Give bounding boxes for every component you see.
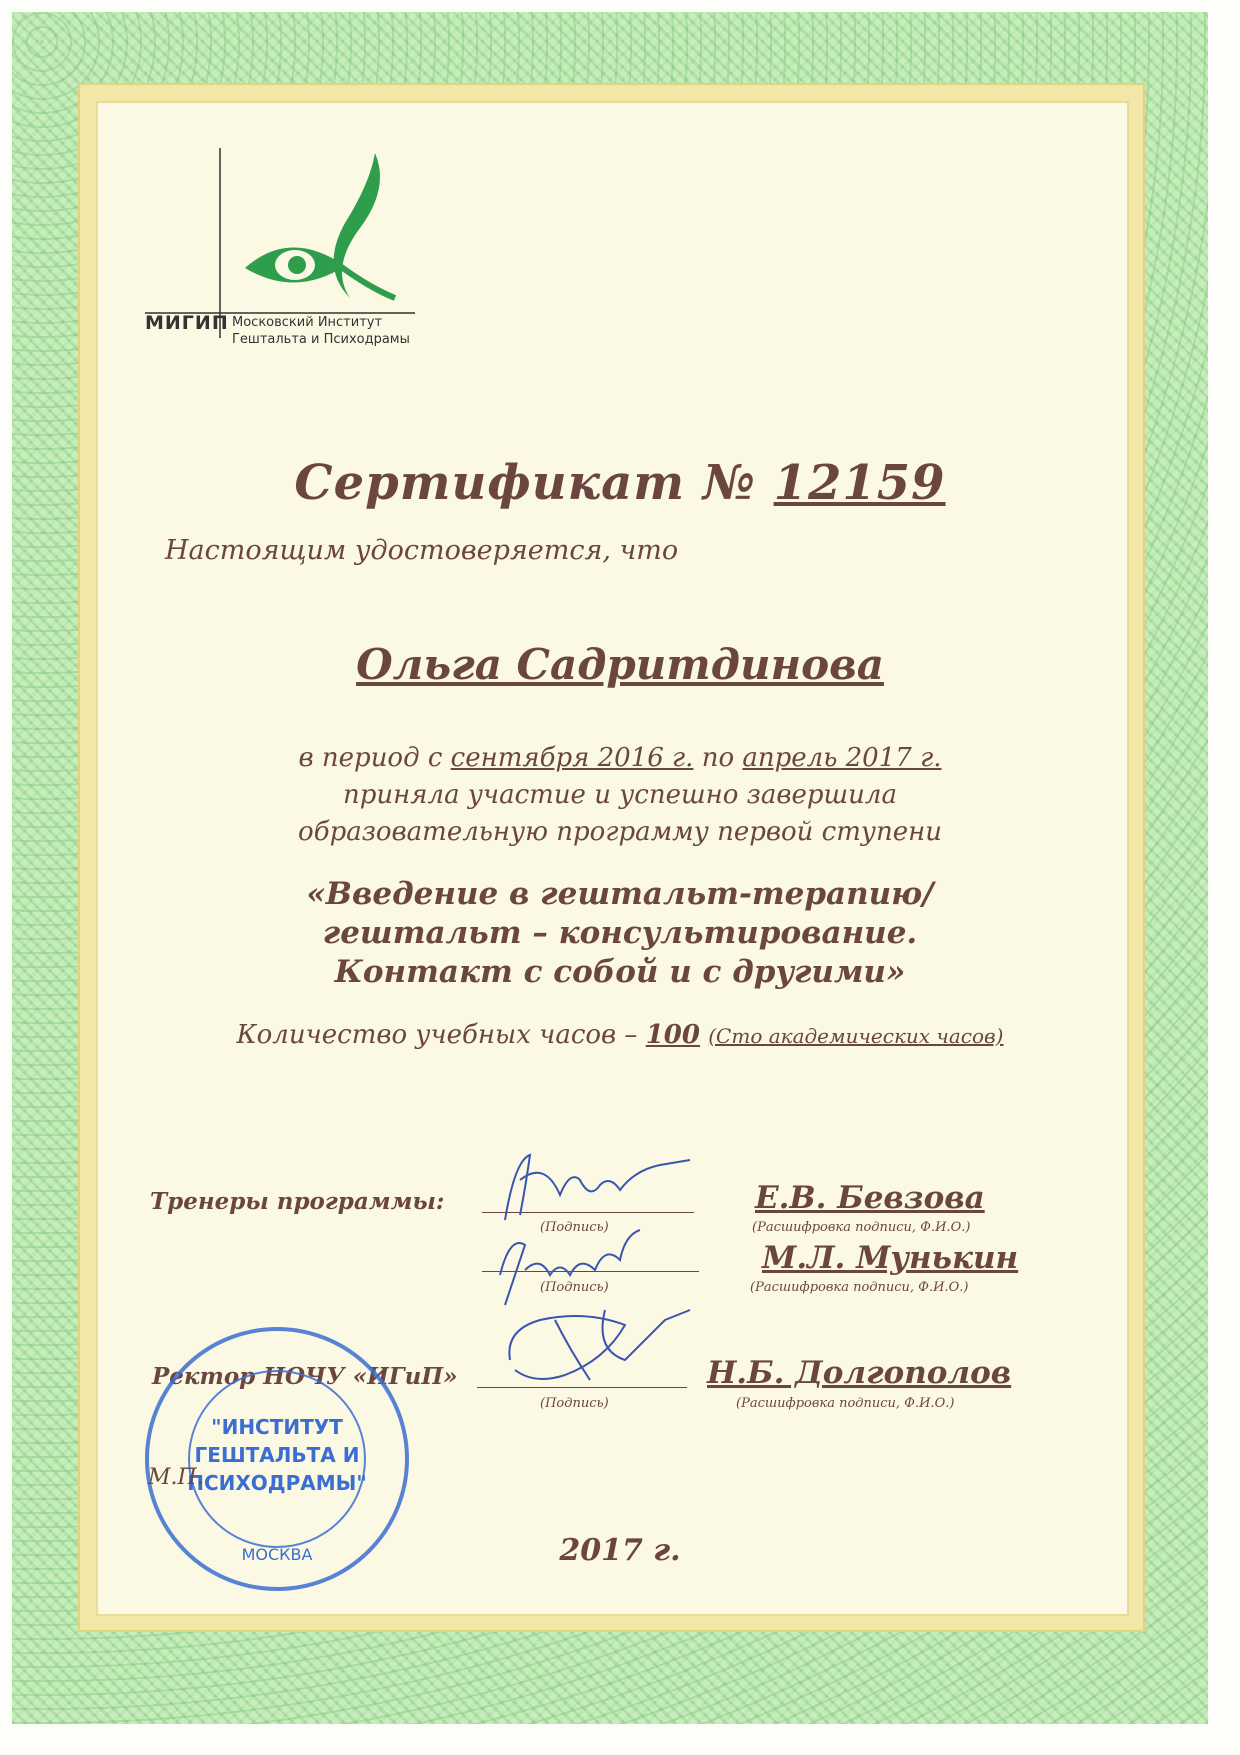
- certificate-title: [0, 455, 1240, 511]
- stamp-text-line2: ГЕШТАЛЬТА И: [194, 1443, 360, 1467]
- certificate-number: 12159: [773, 455, 946, 511]
- stamp-place-label: М.П.: [148, 1465, 204, 1490]
- stamp-text-line1: "ИНСТИТУТ: [211, 1415, 343, 1439]
- period-line2: приняла участие и успешно завершила: [343, 780, 897, 810]
- trainer2-signature-caption: (Подпись): [540, 1280, 609, 1295]
- logo-abbreviation: МИГИП: [145, 312, 229, 334]
- certificate-year: 2017 г.: [559, 1533, 681, 1568]
- program-line3: Контакт с собой и с другими»: [334, 954, 906, 990]
- recipient-name: [0, 640, 1240, 689]
- trainer2-name-caption: (Расшифровка подписи, Ф.И.О.): [750, 1280, 969, 1295]
- trainer2-name: М.Л. Мунькин: [762, 1240, 1019, 1276]
- rector-name: Н.Б. Долгополов: [707, 1355, 1012, 1391]
- trainer1-signature-caption: (Подпись): [540, 1220, 609, 1235]
- trainers-label: Тренеры программы:: [150, 1188, 445, 1215]
- rector-signature-caption: (Подпись): [540, 1396, 609, 1411]
- intro-text: Настоящим удостоверяется, что: [165, 535, 679, 566]
- program-line2: гештальт – консультирование.: [322, 915, 918, 951]
- stamp-city: МОСКВА: [241, 1545, 313, 1564]
- logo-institute-name: [232, 314, 410, 348]
- trainer1-name-caption: (Расшифровка подписи, Ф.И.О.): [752, 1220, 971, 1235]
- recipient-name-text: Ольга Садритдинова: [356, 640, 884, 689]
- hours-label: Количество учебных часов –: [236, 1020, 638, 1050]
- logo-name-line1: Московский Институт: [232, 315, 383, 330]
- trainer1-name: Е.В. Бевзова: [755, 1180, 985, 1216]
- period-line3: образовательную программу первой ступени: [298, 817, 942, 847]
- title-prefix: Сертификат №: [294, 455, 756, 511]
- rector-label: Ректор НОЧУ «ИГиП»: [152, 1363, 458, 1390]
- hours-line: [0, 1020, 1240, 1050]
- period-block: [0, 740, 1240, 851]
- period-to: апрель 2017 г.: [742, 743, 942, 773]
- period-pre: в период с: [298, 743, 443, 773]
- period-mid: по: [701, 743, 735, 773]
- period-line1: [0, 740, 1240, 777]
- rector-name-caption: (Расшифровка подписи, Ф.И.О.): [736, 1396, 955, 1411]
- program-line1: «Введение в гештальт-терапию/: [306, 876, 934, 912]
- program-title: [0, 875, 1240, 992]
- stamp-text-line3: ПСИХОДРАМЫ": [187, 1471, 367, 1495]
- hours-value: 100: [645, 1020, 700, 1050]
- hours-words: (Сто академических часов): [708, 1024, 1004, 1048]
- period-from: сентября 2016 г.: [450, 743, 694, 773]
- rector-signature: [495, 1300, 695, 1400]
- logo-name-line2: Гештальта и Психодрамы: [232, 332, 410, 347]
